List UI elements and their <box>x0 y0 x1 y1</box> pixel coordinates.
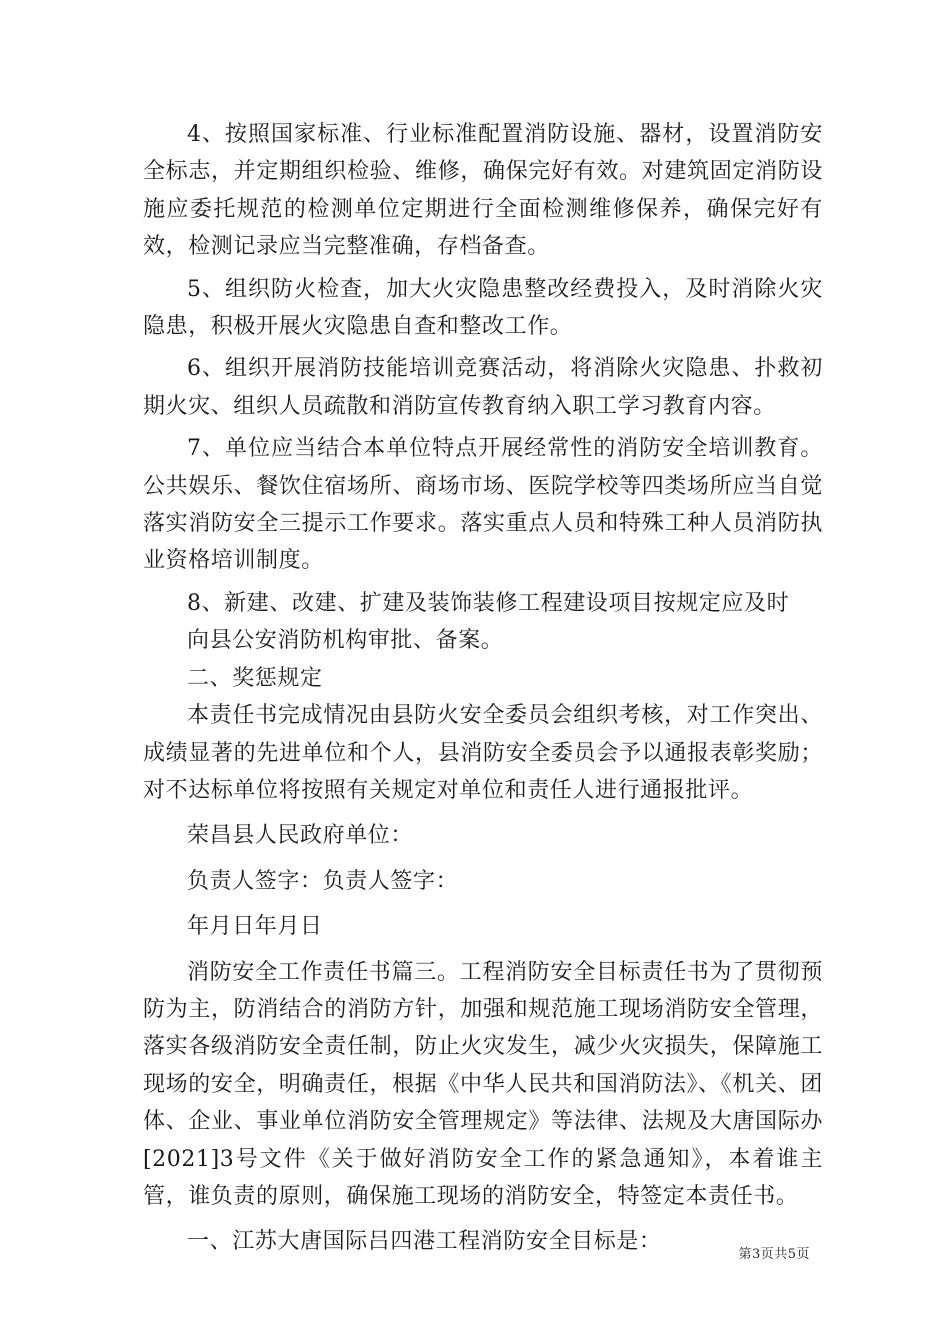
paragraph-item-6: 6、组织开展消防技能培训竞赛活动，将消除火灾隐患、扑救初期火灾、组织人员疏散和消防宣传教育纳入职工学习教育内容。 <box>143 356 823 419</box>
paragraph-part-three: 消防安全工作责任书篇三。工程消防安全目标责任书为了贯彻预防为主，防消结合的消防方针，加强和规范施工现场消防安全管理，落实各级消防安全责任制，防止火灾发生，减少火灾损失，保障施工现场的安全，明确责任，根据《中华人民共和国消防法》、《机关、团体、企业、事业单位消防安全管理规定》等法律、法规及大唐国际办[2021]3号文件《关于做好消防安全工作的紧急通知》，本着谁主管，谁负责的原则，确保施工现场的消防安全，特签定本责任书。 <box>143 959 823 1209</box>
paragraph-item-5: 5、组织防火检查，加大火灾隐患整改经费投入，及时消除火灾隐患，积极开展火灾隐患自查和整改工作。 <box>143 276 823 340</box>
section-heading-rewards: 二、奖惩规定 <box>187 665 323 691</box>
paragraph-item-4: 4、按照国家标准、行业标准配置消防设施、器材，设置消防安全标志，并定期组织检验、维修，确保完好有效。对建筑固定消防设施应委托规范的检测单位定期进行全面检测维修保养，确保完好有效，检测记录应当完整准确，存档备查。 <box>143 122 823 260</box>
paragraph-item-8: 8、新建、改建、扩建及装饰装修工程建设项目按规定应及时 <box>187 590 790 616</box>
paragraph-item-8-continued: 向县公安消防机构审批、备案。 <box>187 628 504 654</box>
page-footer <box>700 1247 810 1263</box>
paragraph-rewards: 本责任书完成情况由县防火安全委员会组织考核，对工作突出、成绩显著的先进单位和个人，县消防安全委员会予以通报表彰奖励；对不达标单位将按照有关规定对单位和责任人进行通报批评。 <box>143 703 823 803</box>
signature-unit: 荣昌县人民政府单位： <box>187 823 414 849</box>
page-number: 第3页共5页 <box>738 1247 810 1262</box>
paragraph-item-7: 7、单位应当结合本单位特点开展经常性的消防安全培训教育。公共娱乐、餐饮住宿场所、商场市场、医院学校等四类场所应当自觉落实消防安全三提示工作要求。落实重点人员和特殊工种人员消防执业资格培训制度。 <box>143 436 823 574</box>
signature-signer: 负责人签字：负责人签字： <box>187 868 459 894</box>
signature-date: 年月日年月日 <box>187 914 323 940</box>
document-body <box>143 116 823 1261</box>
section-heading-goals: 一、江苏大唐国际吕四港工程消防安全目标是： <box>187 1229 662 1255</box>
